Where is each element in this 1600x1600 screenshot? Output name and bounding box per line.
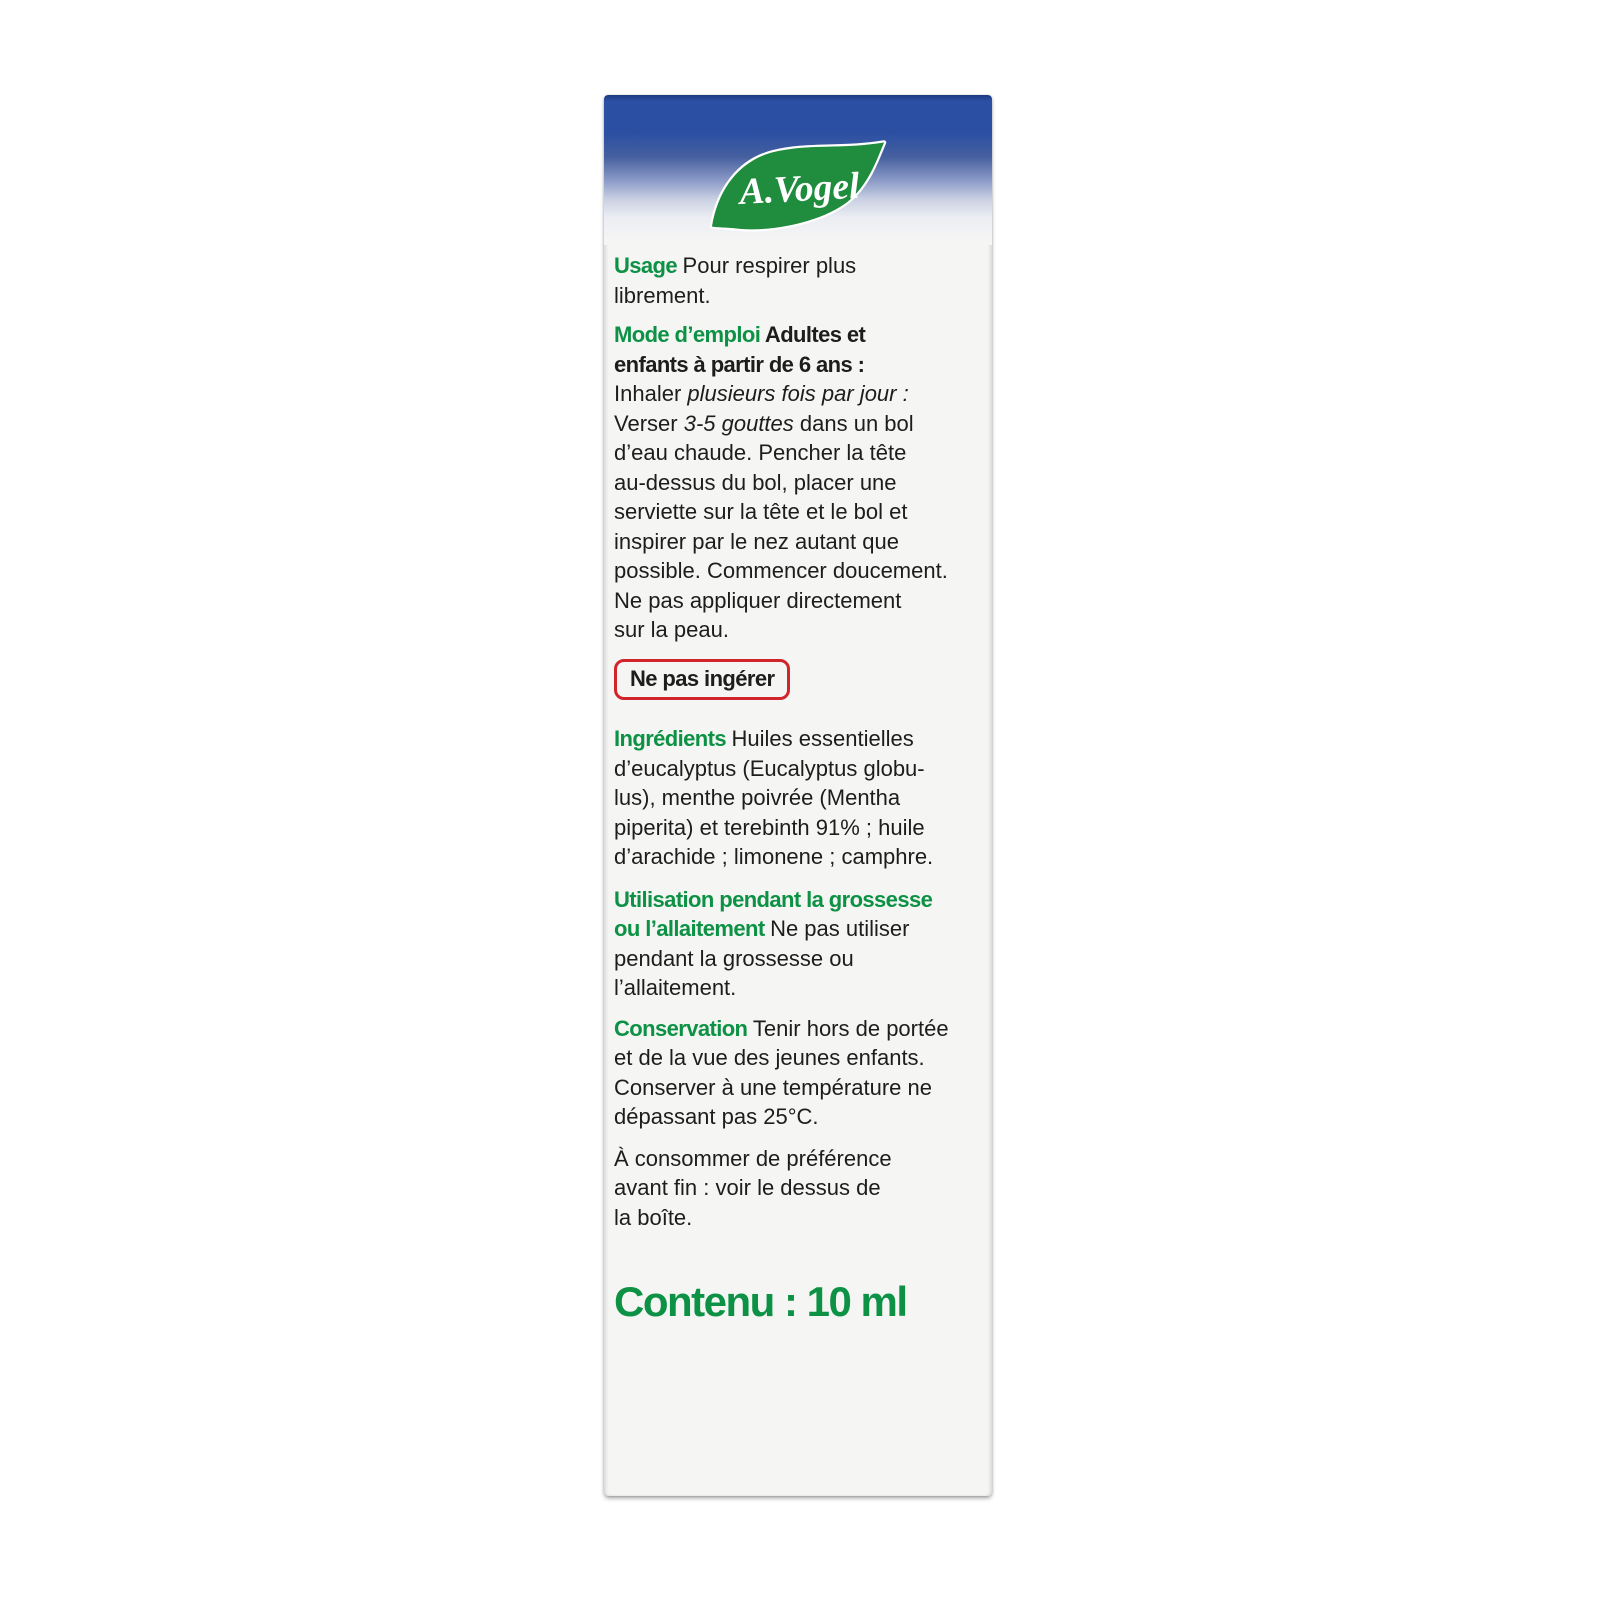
text-line — [614, 1102, 982, 1132]
text-run: lus), menthe poivrée (Mentha — [614, 785, 901, 810]
text-run: inspirer par le nez autant que — [614, 528, 899, 554]
text-line — [614, 379, 982, 409]
section-conservation — [614, 1014, 982, 1132]
text-run: librement. — [614, 282, 711, 308]
text-run: dans un bol — [793, 410, 914, 436]
text-line — [614, 783, 982, 813]
text-run: d’arachide ; limonene ; camphre. — [614, 844, 934, 869]
text-line — [614, 468, 982, 498]
section-mode-emploi — [614, 320, 982, 645]
text-line — [614, 1043, 982, 1073]
text-run: piperita) et terebinth 91% ; huile — [614, 814, 925, 840]
text-run: avant fin : voir le dessus de — [614, 1175, 881, 1200]
text-line — [614, 409, 982, 439]
text-run: serviette sur la tête et le bol et — [614, 499, 908, 524]
text-run: Inhaler — [614, 381, 688, 406]
text-line — [614, 438, 982, 468]
text-run: Mode d’emploi — [614, 322, 765, 347]
text-run: au-dessus du bol, placer une — [614, 469, 897, 495]
text-run: Adultes et — [764, 322, 866, 347]
text-run: Pour respirer plus — [682, 253, 857, 278]
text-run: 3-5 gouttes — [683, 410, 794, 436]
text-line — [614, 885, 982, 915]
text-run: À consommer de préférence — [614, 1145, 892, 1171]
text-run: ou l’allaitement — [614, 916, 771, 941]
section-ingredients — [614, 724, 982, 872]
logo-wordmark: A.Vogel — [738, 165, 861, 213]
text-line — [614, 527, 982, 557]
text-run: plusieurs fois par jour : — [687, 381, 909, 406]
text-run: Tenir hors de portée — [752, 1015, 949, 1041]
text-line — [614, 586, 982, 616]
text-line — [614, 724, 982, 754]
text-line — [614, 1073, 982, 1103]
section-grossesse — [614, 885, 982, 1003]
text-line — [614, 842, 982, 872]
text-line — [614, 754, 982, 784]
text-line — [614, 973, 982, 1003]
text-line — [614, 1203, 982, 1233]
text-run: Ne pas appliquer directement — [614, 587, 902, 613]
text-run: enfants à partir de 6 ans : — [614, 351, 865, 377]
text-line — [614, 914, 982, 944]
text-line — [614, 556, 982, 586]
leaf-flag-icon — [709, 139, 887, 233]
text-line — [614, 813, 982, 843]
text-line — [614, 944, 982, 974]
text-line — [630, 664, 774, 694]
avogel-logo — [709, 139, 887, 233]
text-line — [614, 281, 982, 311]
text-run: d’eucalyptus (Eucalyptus globu- — [614, 755, 925, 781]
section-consommer — [614, 1144, 982, 1233]
product-box-panel — [604, 95, 992, 1496]
content-volume: Contenu : 10 ml — [614, 1278, 907, 1325]
section-usage — [614, 251, 982, 310]
text-line — [614, 1144, 982, 1174]
text-run: pendant la grossesse ou — [614, 945, 854, 971]
text-line — [614, 350, 982, 380]
text-run: Verser — [614, 410, 684, 436]
content-volume-wrap — [614, 1259, 982, 1326]
text-run: Huiles essentielles — [731, 726, 914, 751]
text-run: Usage — [614, 253, 683, 278]
text-line — [614, 1173, 982, 1203]
label-text-column — [614, 251, 982, 1232]
text-run: l’allaitement. — [614, 975, 737, 1000]
text-run: la boîte. — [614, 1204, 693, 1230]
text-run: Conservation — [614, 1015, 753, 1041]
text-run: d’eau chaude. Pencher la tête — [614, 440, 907, 465]
text-run: sur la peau. — [614, 617, 729, 642]
section-warning — [614, 659, 790, 701]
text-run: Ingrédients — [614, 726, 732, 751]
text-line — [614, 1014, 982, 1044]
text-run: dépassant pas 25°C. — [614, 1104, 819, 1129]
text-run: Conserver à une température ne — [614, 1074, 932, 1100]
text-line — [614, 615, 982, 645]
text-run: et de la vue des jeunes enfants. — [614, 1045, 925, 1070]
text-run: Ne pas utiliser — [770, 916, 910, 941]
text-run: possible. Commencer doucement. — [614, 558, 948, 583]
text-run: Utilisation pendant la grossesse — [614, 886, 933, 912]
text-line — [614, 251, 982, 281]
text-line — [614, 320, 982, 350]
text-run: Ne pas ingérer — [630, 665, 775, 691]
text-line — [614, 497, 982, 527]
